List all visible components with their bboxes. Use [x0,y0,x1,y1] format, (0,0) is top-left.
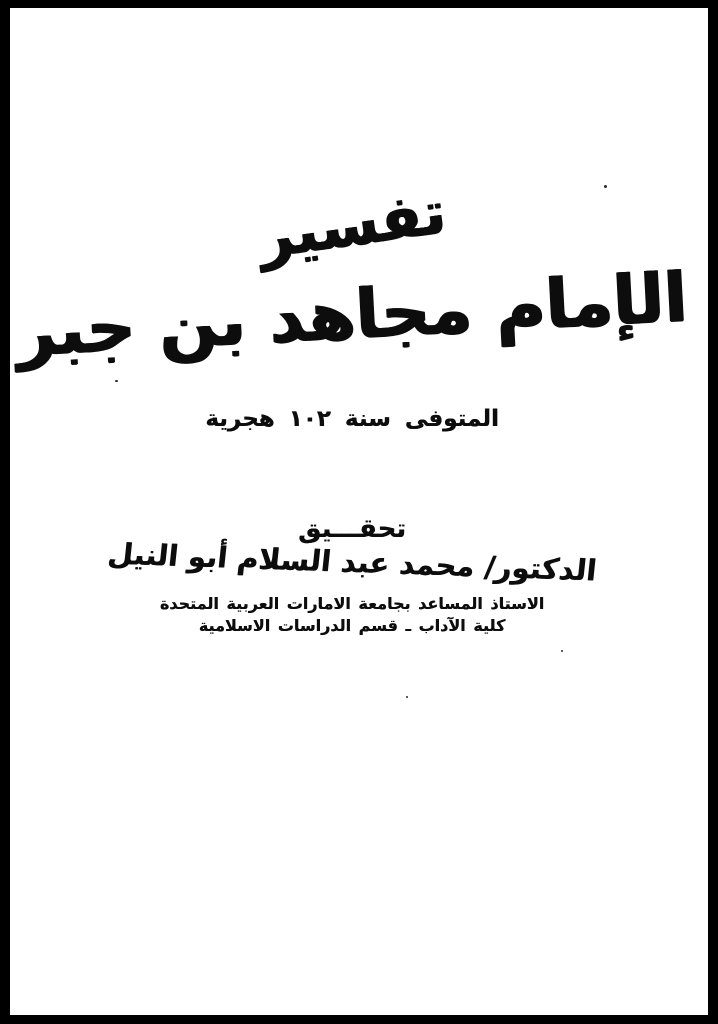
scan-speck [406,696,408,698]
scan-speck [115,380,118,382]
title-page [10,8,708,1015]
book-main-title: الإمام مجاهد بن جبر [14,258,690,373]
editor-affiliation-line2: كلية الآداب ـ قسم الدراسات الاسلامية [198,616,506,635]
editor-affiliation-line1: الاستاذ المساعد بجامعة الامارات العربية المتحدة [159,594,545,613]
series-word-tafsir: تفسير [253,177,451,273]
scan-speck [561,650,563,652]
author-death-note: المتوفى سنة ١٠٢ هجرية [205,406,499,432]
editor-name: الدكتور/ محمد عبد السلام أبو النيل [106,536,598,588]
tahqiq-label: تحقـــيق [298,514,406,544]
scan-speck [604,185,607,188]
